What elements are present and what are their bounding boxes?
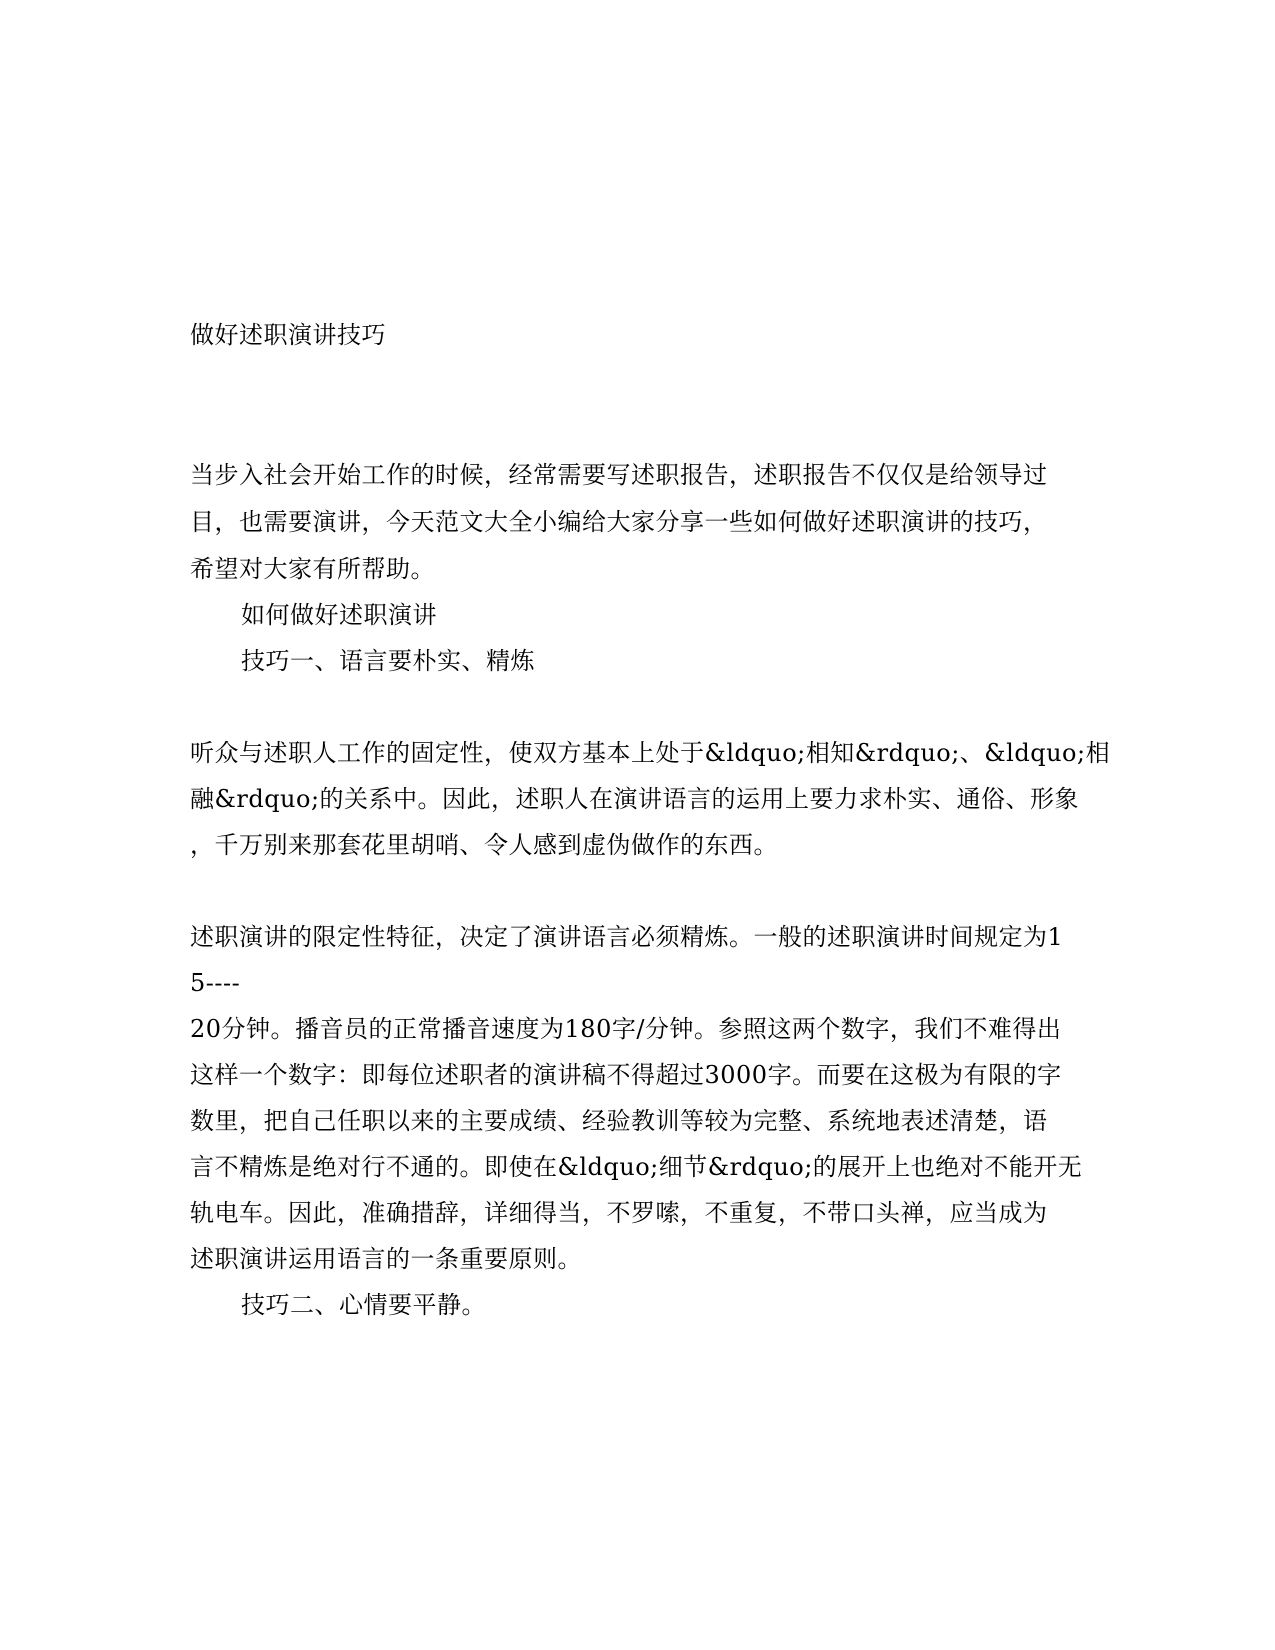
para2-line-1: 述职演讲的限定性特征，决定了演讲语言必须精炼。一般的述职演讲时间规定为1 [190, 923, 1064, 951]
para2-line-4: 这样一个数字：即每位述职者的演讲稿不得超过3000字。而要在这极为有限的字 [190, 1061, 1062, 1089]
para2-line-7: 轨电车。因此，准确措辞，详细得当，不罗嗦，不重复，不带口头禅，应当成为 [190, 1199, 1048, 1227]
intro-line-1: 当步入社会开始工作的时候，经常需要写述职报告，述职报告不仅仅是给领导过 [190, 461, 1048, 489]
para2-line-6: 言不精炼是绝对行不通的。即使在&ldquo;细节&rdquo;的展开上也绝对不能开无 [190, 1153, 1083, 1181]
heading-how: 如何做好述职演讲 [241, 601, 437, 629]
intro-line-2: 目，也需要演讲，今天范文大全小编给大家分享一些如何做好述职演讲的技巧， [190, 508, 1048, 536]
para2-line-2: 5---- [190, 969, 241, 997]
para1-line-2: 融&rdquo;的关系中。因此，述职人在演讲语言的运用上要力求朴实、通俗、形象 [190, 785, 1080, 813]
para1-line-3: ，千万别来那套花里胡哨、令人感到虚伪做作的东西。 [190, 831, 778, 859]
tip-two-heading: 技巧二、心情要平静。 [241, 1291, 486, 1319]
document-title: 做好述职演讲技巧 [190, 321, 386, 349]
para2-line-5: 数里，把自己任职以来的主要成绩、经验教训等较为完整、系统地表述清楚，语 [190, 1107, 1048, 1135]
intro-line-3: 希望对大家有所帮助。 [190, 555, 435, 583]
tip-one-heading: 技巧一、语言要朴实、精炼 [241, 647, 535, 675]
para2-line-8: 述职演讲运用语言的一条重要原则。 [190, 1245, 582, 1273]
para2-line-3: 20分钟。播音员的正常播音速度为180字/分钟。参照这两个数字，我们不难得出 [190, 1015, 1062, 1043]
para1-line-1: 听众与述职人工作的固定性，使双方基本上处于&ldquo;相知&rdquo;、&ldquo;相 [190, 739, 1111, 767]
